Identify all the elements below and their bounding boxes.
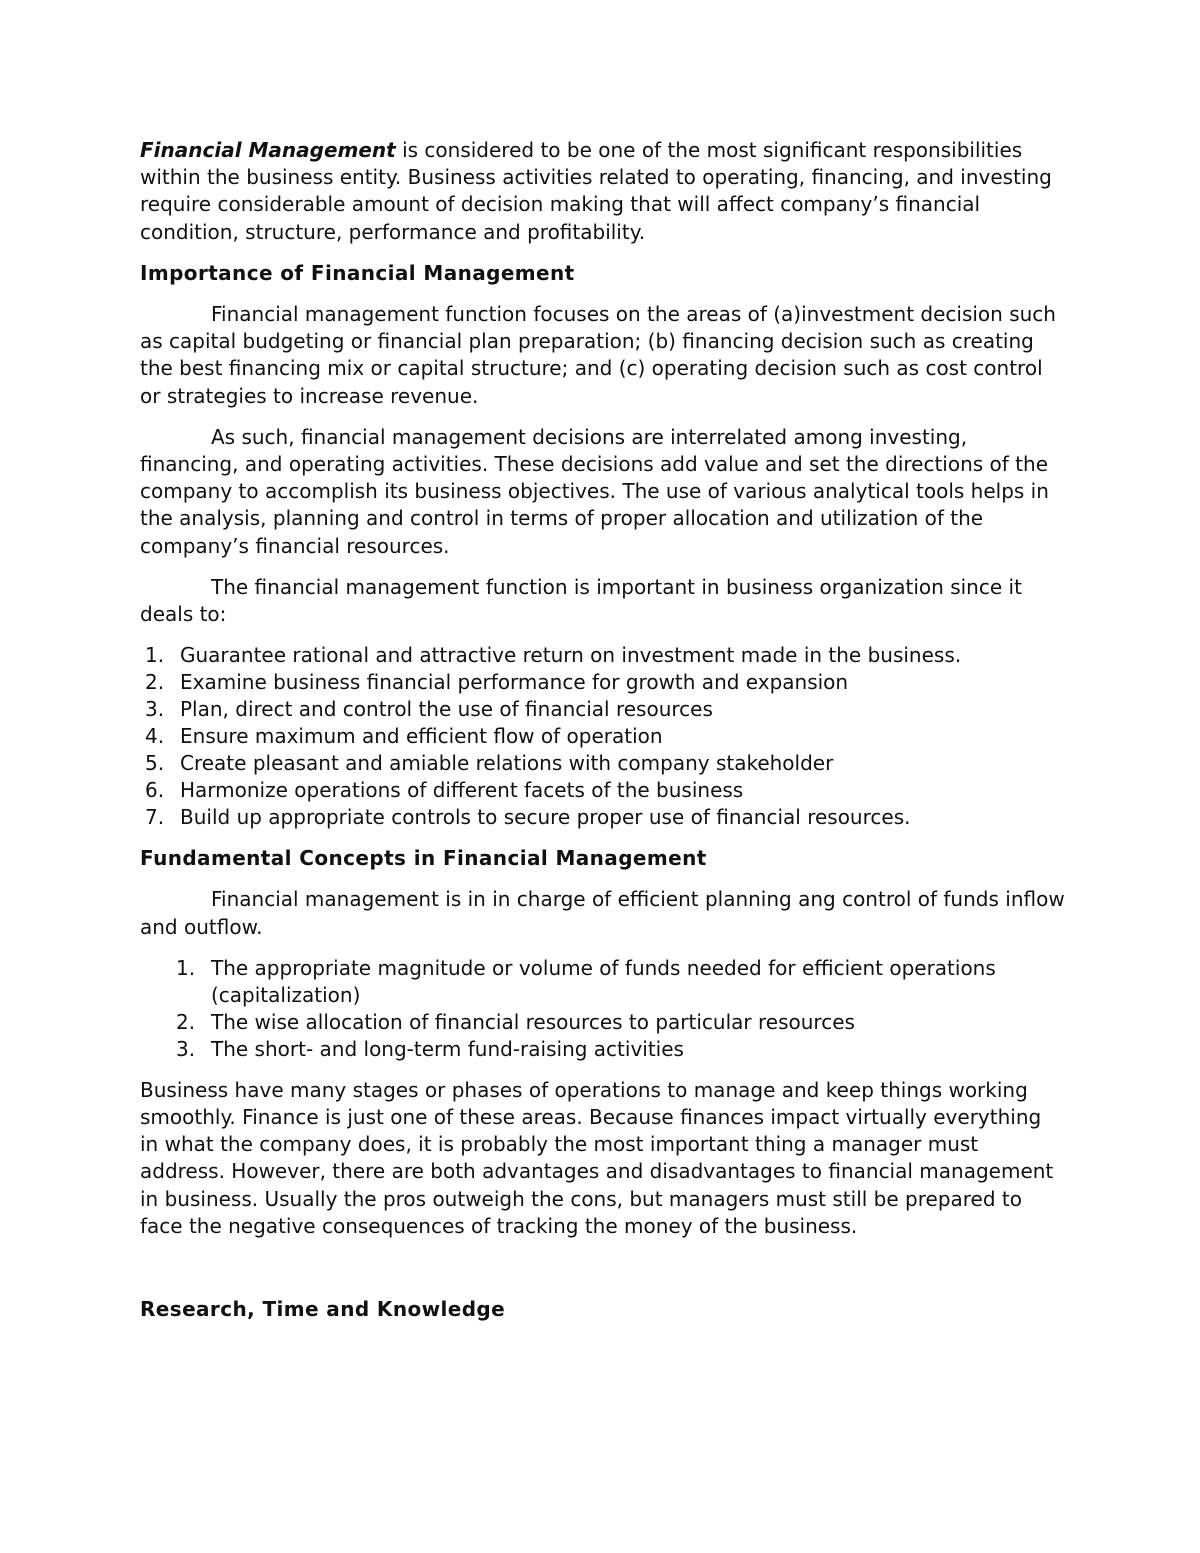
list-item-number: 3. [176,1036,196,1061]
blank-line [140,1254,1065,1296]
list-item-text: Harmonize operations of different facets of the business [180,778,744,803]
list-item-number: 1. [145,643,165,668]
list-item [140,642,1065,669]
heading-importance: Importance of Financial Management [140,260,575,285]
list-item-number: 1. [176,955,196,980]
list-item-number: 6. [145,778,165,803]
list-item-text: The appropriate magnitude or volume of funds needed for efficient operations (capitalization) [211,955,996,1007]
list-item-number: 5. [145,751,165,776]
list-item [140,723,1065,750]
heading-research-time-knowledge: Research, Time and Knowledge [140,1297,506,1322]
list-item-number: 3. [145,697,165,722]
importance-paragraph-1: Financial management function focuses on the areas of (a)investment decision such as capital budgeting or financial plan preparation; (b) financing decision such as creating the best financing mix or capital structure; and (c) operating decision such as cost control or strategies to increase revenue. [140,302,1056,408]
list-item-number: 7. [145,805,165,830]
list-item-text: Ensure maximum and efficient flow of operation [180,724,663,749]
importance-list [140,642,1065,831]
intro-paragraph [140,137,1065,246]
list-item [140,1009,1065,1036]
importance-paragraph-3: The financial management function is important in business organization since it deals to: [140,574,1022,627]
intro-term: Financial Management [140,138,396,162]
list-item-text: The wise allocation of financial resources to particular resources [211,1009,855,1034]
list-item [140,777,1065,804]
list-item-text: The short- and long-term fund-raising activities [211,1036,684,1061]
fundamental-list [140,955,1065,1063]
closing-paragraph: Business have many stages or phases of operations to manage and keep things working smoothly. Finance is just one of these areas. Because finances impact virtually everything in what the company does, it is probably the most important thing a manager must address. However, there are both advantages and disadvantages to financial management in business. Usually the pros outweigh the cons, but managers must still be prepared to face the negative consequences of tracking the money of the business. [140,1077,1054,1238]
list-item-number: 2. [176,1009,196,1034]
intro-text: is considered to be one of the most significant responsibilities within the business entity. Business activities related to operating, financing, and investing require considerable amount of decision making that will affect company’s financial condition, structure, performance and profitability. [140,138,1052,244]
list-item [140,804,1065,831]
list-item-number: 4. [145,724,165,749]
fundamental-paragraph: Financial management is in in charge of efficient planning ang control of funds inflow and outflow. [140,887,1065,939]
list-item-text: Create pleasant and amiable relations with company stakeholder [180,751,834,776]
document-page [140,137,1065,1337]
list-item [140,1036,1065,1063]
list-item-text: Guarantee rational and attractive return on investment made in the business. [180,643,962,668]
list-item [140,696,1065,723]
list-item-number: 2. [145,670,165,695]
list-item [140,669,1065,696]
list-item [140,750,1065,777]
list-item-text: Examine business financial performance for growth and expansion [180,670,849,695]
heading-fundamental-concepts: Fundamental Concepts in Financial Management [140,846,707,871]
list-item-text: Build up appropriate controls to secure proper use of financial resources. [180,805,911,830]
importance-paragraph-2: As such, financial management decisions are interrelated among investing, financing, and operating activities. These decisions add value and set the directions of the company to accomplish its business objectives. The use of various analytical tools helps in the analysis, planning and control in terms of proper allocation and utilization of the company’s financial resources. [140,424,1049,558]
list-item-text: Plan, direct and control the use of financial resources [180,697,713,722]
list-item [140,955,1065,1009]
